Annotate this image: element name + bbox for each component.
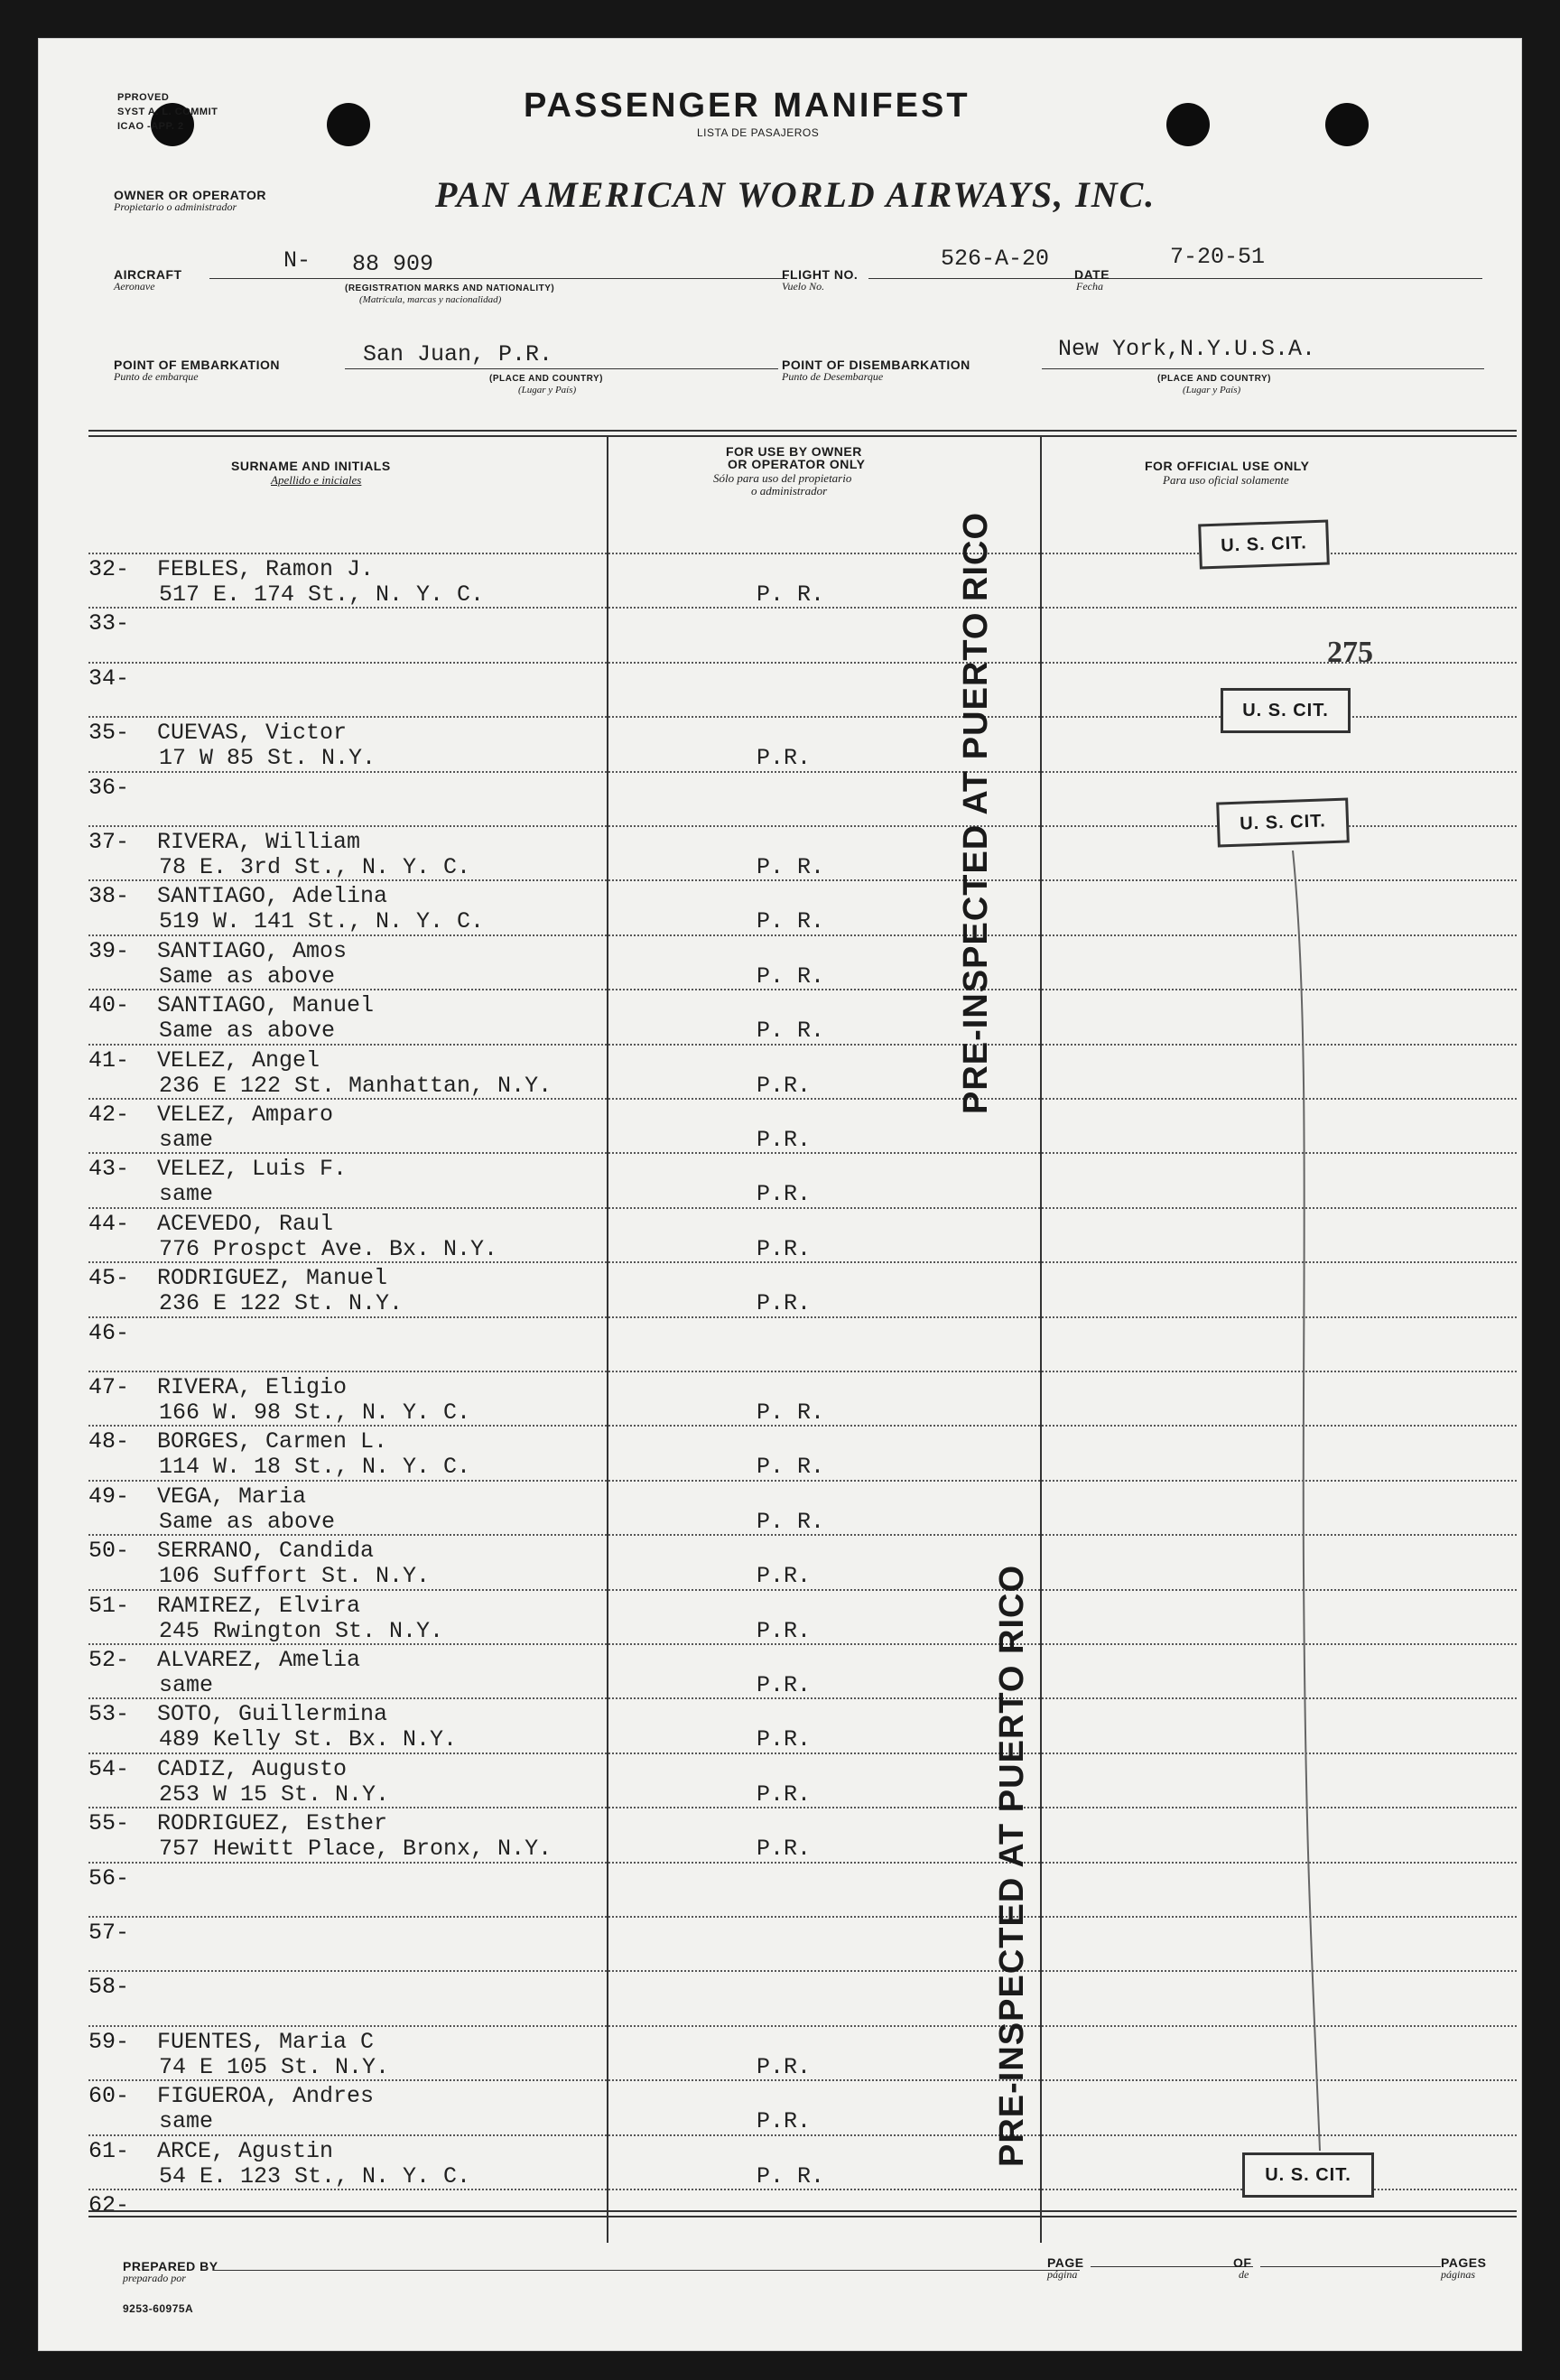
handwritten-number: 275	[1327, 636, 1373, 669]
row-number: 39-	[88, 938, 130, 964]
page-label-es: página	[1047, 2268, 1078, 2281]
owner-use-code: P.R.	[757, 1726, 812, 1752]
row-number: 33-	[88, 610, 130, 637]
passenger-name: RIVERA, William	[157, 829, 361, 855]
us-cit-stamp: U. S. CIT.	[1221, 688, 1351, 733]
disembark-underline	[1042, 368, 1484, 369]
approval-line: PPROVED	[117, 92, 170, 103]
passenger-address: Same as above	[159, 1018, 336, 1044]
company-name: PAN AMERICAN WORLD AIRWAYS, INC.	[435, 174, 1156, 215]
aircraft-prefix: N-	[283, 247, 311, 274]
passenger-name: ALVAREZ, Amelia	[157, 1647, 361, 1673]
flight-value: 526-A-20	[941, 246, 1050, 272]
passenger-name: CUEVAS, Victor	[157, 720, 348, 746]
aircraft-label-es: Aeronave	[114, 280, 155, 293]
table-top-rule	[88, 435, 1517, 437]
row-number: 38-	[88, 883, 130, 909]
passenger-name: RODRIGUEZ, Esther	[157, 1810, 388, 1836]
row-number: 42-	[88, 1102, 130, 1128]
place-label: (PLACE AND COUNTRY)	[489, 374, 603, 384]
column-header-owner-es: o administrador	[751, 484, 828, 497]
row-number: 52-	[88, 1647, 130, 1673]
place-label: (PLACE AND COUNTRY)	[1157, 374, 1271, 384]
passenger-address: Same as above	[159, 963, 336, 990]
row-rule	[88, 662, 1517, 664]
owner-use-code: P.R.	[757, 1181, 812, 1207]
row-number: 60-	[88, 2083, 130, 2109]
prepared-by-line	[213, 2270, 1080, 2271]
us-cit-stamp: U. S. CIT.	[1242, 2152, 1374, 2198]
passenger-name: FUENTES, Maria C	[157, 2029, 375, 2055]
owner-use-code: P.R.	[757, 1836, 812, 1862]
row-number: 61-	[88, 2138, 130, 2164]
pre-inspected-stamp: PRE-INSPECTED AT PUERTO RICO	[957, 511, 995, 1114]
passenger-name: ACEVEDO, Raul	[157, 1211, 334, 1237]
passenger-address: 54 E. 123 St., N. Y. C.	[159, 2163, 471, 2189]
passenger-name: SANTIAGO, Amos	[157, 938, 348, 964]
owner-label: OWNER OR OPERATOR	[114, 188, 266, 202]
us-cit-stamp: U. S. CIT.	[1216, 797, 1350, 847]
row-number: 48-	[88, 1428, 130, 1455]
passenger-address: same	[159, 1127, 214, 1153]
aircraft-value: 88 909	[352, 251, 434, 277]
column-header-surname-es: Apellido e iniciales	[271, 473, 362, 487]
passenger-name: VELEZ, Angel	[157, 1047, 320, 1074]
passenger-name: CADIZ, Augusto	[157, 1756, 348, 1782]
disembark-value: New York,N.Y.U.S.A.	[1058, 336, 1316, 362]
prepared-by-label-es: preparado por	[123, 2272, 186, 2284]
passenger-address: same	[159, 1181, 214, 1207]
row-number: 47-	[88, 1374, 130, 1400]
row-number: 54-	[88, 1756, 130, 1782]
owner-use-code: P.R.	[757, 1073, 812, 1099]
passenger-name: RODRIGUEZ, Manuel	[157, 1265, 388, 1291]
of-label: OF	[1233, 2255, 1252, 2270]
owner-use-code: P.R.	[757, 745, 812, 771]
owner-use-code: P. R.	[757, 1018, 825, 1044]
passenger-address: 757 Hewitt Place, Bronx, N.Y.	[159, 1836, 552, 1862]
passenger-address: same	[159, 2108, 214, 2134]
row-number: 57-	[88, 1920, 130, 1946]
passenger-address: 245 Rwington St. N.Y.	[159, 1618, 444, 1644]
pages-label-es: páginas	[1441, 2268, 1476, 2281]
prepared-by-label: PREPARED BY	[123, 2259, 218, 2273]
owner-use-code: P.R.	[757, 1236, 812, 1262]
owner-use-code: P.R.	[757, 1672, 812, 1698]
passenger-address: 519 W. 141 St., N. Y. C.	[159, 908, 485, 934]
page-label: PAGE	[1047, 2255, 1084, 2270]
owner-use-code: P.R.	[757, 1781, 812, 1808]
punch-hole	[1166, 103, 1210, 146]
passenger-name: SERRANO, Candida	[157, 1538, 375, 1564]
approval-line: SYST A. L. COMMIT	[117, 107, 218, 117]
of-line	[1260, 2266, 1441, 2267]
row-number: 62-	[88, 2192, 130, 2218]
row-number: 58-	[88, 1974, 130, 2000]
place-label-es: (Lugar y País)	[1183, 385, 1241, 395]
row-number: 53-	[88, 1701, 130, 1727]
flight-label-es: Vuelo No.	[782, 280, 825, 293]
owner-use-code: P. R.	[757, 1509, 825, 1535]
of-label-es: de	[1239, 2268, 1249, 2281]
registration-label: (REGISTRATION MARKS AND NATIONALITY)	[345, 284, 555, 293]
row-number: 40-	[88, 992, 130, 1018]
row-number: 49-	[88, 1483, 130, 1510]
owner-use-code: P.R.	[757, 1563, 812, 1589]
passenger-name: VELEZ, Luis F.	[157, 1156, 348, 1182]
passenger-address: Same as above	[159, 1509, 336, 1535]
owner-use-code: P. R.	[757, 1454, 825, 1480]
aircraft-label: AIRCRAFT	[114, 267, 182, 282]
row-rule	[88, 771, 1517, 773]
pages-label: PAGES	[1441, 2255, 1487, 2270]
owner-use-code: P.R.	[757, 1127, 812, 1153]
passenger-name: ARCE, Agustin	[157, 2138, 334, 2164]
flight-underline	[868, 278, 1482, 279]
registration-label-es: (Matrícula, marcas y nacionalidad)	[359, 294, 502, 305]
row-number: 44-	[88, 1211, 130, 1237]
table-bottom-rule	[88, 2216, 1517, 2217]
passenger-name: SANTIAGO, Adelina	[157, 883, 388, 909]
owner-use-code: P. R.	[757, 581, 825, 608]
row-number: 41-	[88, 1047, 130, 1074]
column-header-owner: FOR USE BY OWNER	[726, 444, 862, 459]
row-number: 34-	[88, 665, 130, 692]
passenger-address: 236 E 122 St. Manhattan, N.Y.	[159, 1073, 552, 1099]
punch-hole	[327, 103, 370, 146]
approval-line: ICAO -APP. 2	[117, 121, 184, 132]
date-label: DATE	[1074, 267, 1110, 282]
row-number: 50-	[88, 1538, 130, 1564]
passenger-name: SANTIAGO, Manuel	[157, 992, 375, 1018]
column-header-official-es: Para uso oficial solamente	[1163, 473, 1289, 487]
owner-use-code: P. R.	[757, 2163, 825, 2189]
page-title: PASSENGER MANIFEST	[524, 87, 970, 125]
page-line	[1091, 2266, 1253, 2267]
owner-use-code: P.R.	[757, 2108, 812, 2134]
passenger-address: 489 Kelly St. Bx. N.Y.	[159, 1726, 458, 1752]
row-number: 59-	[88, 2029, 130, 2055]
column-header-surname: SURNAME AND INITIALS	[231, 459, 391, 473]
row-number: 56-	[88, 1865, 130, 1892]
table-bottom-rule	[88, 2210, 1517, 2212]
row-rule	[88, 607, 1517, 609]
row-number: 43-	[88, 1156, 130, 1182]
owner-use-code: P. R.	[757, 854, 825, 880]
flight-label: FLIGHT NO.	[782, 267, 859, 282]
passenger-name: VEGA, Maria	[157, 1483, 307, 1510]
date-label-es: Fecha	[1076, 280, 1103, 293]
manifest-page	[38, 38, 1522, 2351]
punch-hole	[1325, 103, 1369, 146]
passenger-address: 166 W. 98 St., N. Y. C.	[159, 1399, 471, 1426]
pre-inspected-stamp: PRE-INSPECTED AT PUERTO RICO	[993, 1564, 1031, 2167]
passenger-address: 236 E 122 St. N.Y.	[159, 1290, 404, 1316]
passenger-address: same	[159, 1672, 214, 1698]
passenger-name: VELEZ, Amparo	[157, 1102, 334, 1128]
row-number: 51-	[88, 1593, 130, 1619]
disembark-label-es: Punto de Desembarque	[782, 370, 884, 383]
column-divider	[1040, 437, 1042, 2243]
embark-label-es: Punto de embarque	[114, 370, 199, 383]
owner-use-code: P. R.	[757, 1399, 825, 1426]
row-number: 35-	[88, 720, 130, 746]
passenger-name: FEBLES, Ramon J.	[157, 556, 375, 582]
ditto-line	[1284, 851, 1338, 2160]
column-header-owner: OR OPERATOR ONLY	[728, 457, 866, 471]
embark-underline	[345, 368, 778, 369]
row-number: 37-	[88, 829, 130, 855]
embark-value: San Juan, P.R.	[363, 341, 553, 367]
row-number: 45-	[88, 1265, 130, 1291]
passenger-name: RAMIREZ, Elvira	[157, 1593, 361, 1619]
disembark-label: POINT OF DISEMBARKATION	[782, 358, 970, 372]
passenger-address: 17 W 85 St. N.Y.	[159, 745, 376, 771]
us-cit-stamp: U. S. CIT.	[1198, 520, 1330, 570]
aircraft-underline	[209, 278, 787, 279]
place-label-es: (Lugar y País)	[518, 385, 577, 395]
owner-use-code: P.R.	[757, 2054, 812, 2080]
column-header-owner-es: Sólo para uso del propietario	[713, 471, 852, 485]
passenger-address: 517 E. 174 St., N. Y. C.	[159, 581, 485, 608]
passenger-name: FIGUEROA, Andres	[157, 2083, 375, 2109]
row-number: 36-	[88, 775, 130, 801]
column-divider	[607, 437, 608, 2243]
passenger-name: SOTO, Guillermina	[157, 1701, 388, 1727]
passenger-address: 114 W. 18 St., N. Y. C.	[159, 1454, 471, 1480]
passenger-name: BORGES, Carmen L.	[157, 1428, 388, 1455]
row-number: 46-	[88, 1320, 130, 1346]
row-number: 55-	[88, 1810, 130, 1836]
passenger-address: 253 W 15 St. N.Y.	[159, 1781, 390, 1808]
owner-label-es: Propietario o administrador	[114, 200, 237, 213]
date-value: 7-20-51	[1170, 244, 1266, 270]
passenger-address: 106 Suffort St. N.Y.	[159, 1563, 431, 1589]
column-header-official: FOR OFFICIAL USE ONLY	[1145, 459, 1310, 473]
form-number: 9253-60975A	[123, 2302, 194, 2315]
owner-use-code: P.R.	[757, 1290, 812, 1316]
owner-use-code: P. R.	[757, 908, 825, 934]
page-subtitle: LISTA DE PASAJEROS	[697, 126, 820, 139]
passenger-address: 74 E 105 St. N.Y.	[159, 2054, 390, 2080]
passenger-address: 78 E. 3rd St., N. Y. C.	[159, 854, 471, 880]
row-number: 32-	[88, 556, 130, 582]
passenger-name: RIVERA, Eligio	[157, 1374, 348, 1400]
owner-use-code: P. R.	[757, 963, 825, 990]
owner-use-code: P.R.	[757, 1618, 812, 1644]
embark-label: POINT OF EMBARKATION	[114, 358, 280, 372]
passenger-address: 776 Prospct Ave. Bx. N.Y.	[159, 1236, 498, 1262]
table-top-rule	[88, 430, 1517, 432]
